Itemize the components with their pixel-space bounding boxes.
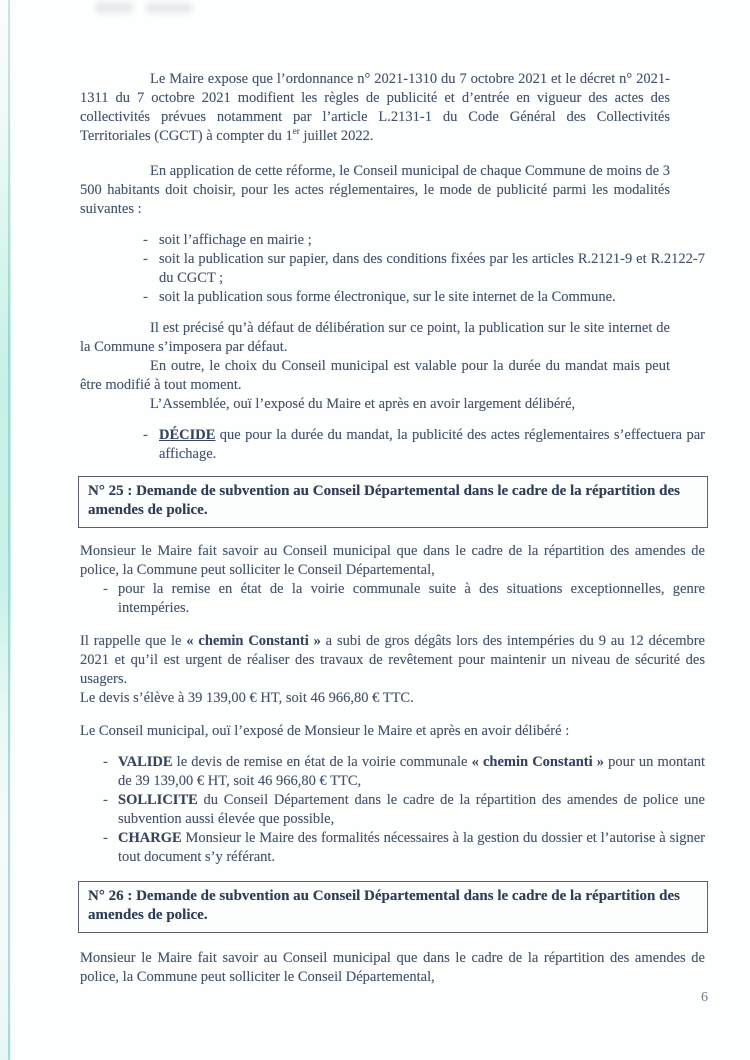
decision-text: que pour la durée du mandat, la publicité des actes réglementaires s’effectuera par affichage.	[159, 427, 705, 462]
decision-keyword: VALIDE	[118, 754, 173, 770]
list-item-text: soit la publication sur papier, dans des conditions fixées par les articles R.2121-9 et R.2122-7 du CGCT ;	[159, 251, 705, 286]
decision-keyword: SOLLICITE	[118, 792, 198, 808]
decision-item	[80, 829, 705, 867]
road-name-bold: « chemin Constanti »	[471, 754, 604, 770]
section-heading-box-25: N° 25 : Demande de subvention au Conseil Départemental dans le cadre de la répartition des amendes de police.	[78, 476, 708, 528]
list-item	[115, 288, 705, 307]
decision-item	[80, 791, 705, 829]
paragraph-precise: Il est précisé qu’à défaut de délibération sur ce point, la publication sur le site internet de la Commune s’imposera par défaut.	[80, 320, 670, 355]
decision-text: le devis de remise en état de la voirie communale	[172, 754, 472, 770]
list-item	[115, 231, 705, 250]
paragraph-devis: Le devis s’élève à 39 139,00 € HT, soit 46 966,80 € TTC.	[80, 690, 414, 706]
dash-marker: -	[103, 830, 108, 846]
paragraph-reforme: En application de cette réforme, le Conseil municipal de chaque Commune de moins de 3 500 habitants doit choisir, pour les actes réglementaires, le mode de publicité parmi les modalités suivantes :	[80, 163, 670, 217]
dash-marker: -	[143, 427, 148, 443]
dash-marker: -	[103, 581, 108, 597]
dash-marker: -	[103, 792, 108, 808]
document-body	[80, 70, 705, 987]
decision-keyword: CHARGE	[118, 830, 182, 846]
dash-marker: -	[103, 754, 108, 770]
paragraph-intro-26: Monsieur le Maire fait savoir au Conseil municipal que dans le cadre de la répartition des amendes de police, la Commune peut solliciter le Conseil Départemental,	[80, 950, 705, 985]
decision-text: Monsieur le Maire des formalités nécessaires à la gestion du dossier et l’autorise à signer tout document s’y référant.	[118, 830, 705, 865]
section-heading-box-26: N° 26 : Demande de subvention au Conseil Départemental dans le cadre de la répartition des amendes de police.	[78, 881, 708, 933]
list-item-text: soit l’affichage en mairie ;	[159, 232, 312, 248]
decision-text: pour un montant de 39 139,00 € HT, soit 46 966,80 € TTC,	[118, 754, 705, 789]
decision-text: du Conseil Département dans le cadre de la répartition des amendes de police une subvention aussi élevée que possible,	[118, 792, 705, 827]
dash-marker: -	[143, 289, 148, 305]
list-item-text: soit la publication sous forme électronique, sur le site internet de la Commune.	[159, 289, 616, 305]
list-item	[115, 250, 705, 288]
paragraph-text: Il rappelle que le	[80, 633, 187, 649]
paragraph-text: juillet 2022.	[299, 128, 374, 144]
decision-item	[80, 753, 705, 791]
superscript: er	[292, 126, 300, 137]
paragraph-conseil: Le Conseil municipal, ouï l’exposé de Monsieur le Maire et après en avoir délibéré :	[80, 723, 570, 739]
dash-marker: -	[143, 251, 148, 267]
paragraph-chemin	[80, 632, 705, 689]
list-item-text: pour la remise en état de la voirie communale suite à des situations exceptionnelles, genre intempéries.	[118, 581, 705, 616]
decisions-list	[80, 753, 705, 867]
road-name-bold: « chemin Constanti »	[186, 633, 321, 649]
scan-smudge	[146, 3, 192, 13]
dash-marker: -	[143, 232, 148, 248]
decision-item	[115, 426, 705, 464]
page-number: 6	[701, 990, 708, 1005]
scan-smudge	[95, 2, 133, 13]
paragraph-text: a subi de gros dégâts lors des intempéries du 9 au 12 décembre 2021 et qu’il est urgent de réaliser des travaux de revêtement pour maintenir un niveau de sécurité des usagers.	[80, 633, 705, 687]
paragraph-assemblee: L’Assemblée, ouï l’exposé du Maire et après en avoir largement délibéré,	[150, 396, 576, 412]
paragraph-outre: En outre, le choix du Conseil municipal est valable pour la durée du mandat mais peut être modifié à tout moment.	[80, 358, 670, 393]
decide-list	[115, 426, 705, 464]
paragraph-text: Le Maire expose que l’ordonnance n° 2021-1310 du 7 octobre 2021 et le décret n° 2021-1311 du 7 octobre 2021 modifient les règles de publicité et d’entrée en vigueur des actes des collectivités prévues notamment par l’article L.2131-1 du Code Général des Collectivités Territoriales (CGCT) à compter du 1	[80, 71, 670, 144]
paragraph-intro-25: Monsieur le Maire fait savoir au Conseil municipal que dans le cadre de la répartition des amendes de police, la Commune peut solliciter le Conseil Départemental,	[80, 543, 705, 578]
modalites-list	[115, 231, 705, 307]
scan-edge-line	[8, 0, 10, 1060]
decision-keyword: DÉCIDE	[159, 427, 216, 443]
list-item-remise	[80, 580, 705, 618]
paragraph-ordonnance	[80, 70, 670, 146]
